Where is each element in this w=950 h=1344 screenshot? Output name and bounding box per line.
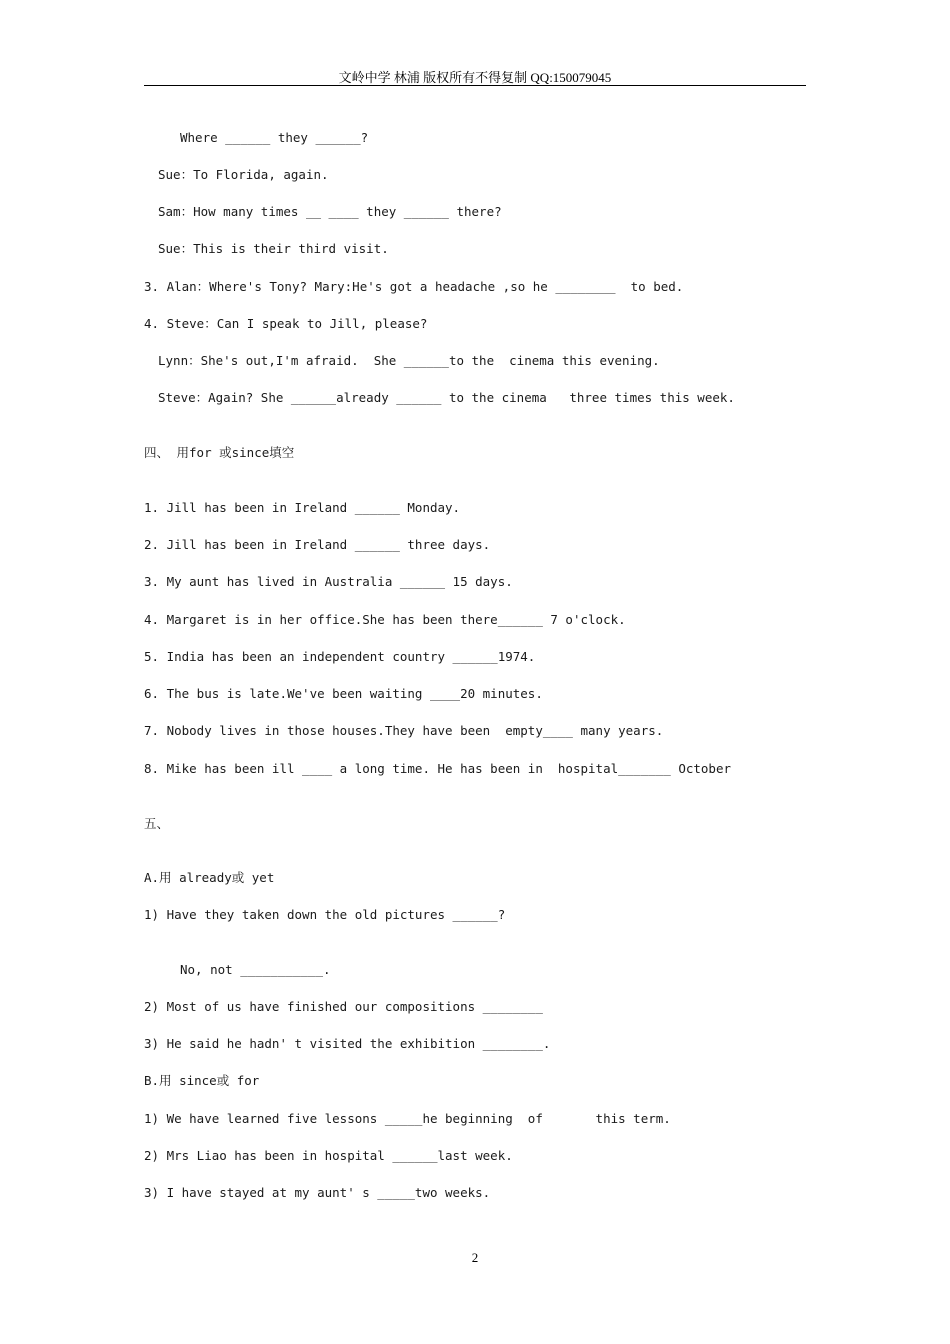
exercise-item: 1) Have they taken down the old pictures ______? xyxy=(144,907,506,922)
exercise-item: 4. Margaret is in her office.She has been there______ 7 o'clock. xyxy=(144,612,626,627)
exercise-item: 3. My aunt has lived in Australia ______ 15 days. xyxy=(144,574,513,589)
subsection-heading: B.用 since或 for xyxy=(144,1073,260,1088)
exercise-item: 1) We have learned five lessons _____he beginning of this term. xyxy=(144,1111,671,1126)
dialog-line: Sam：How many times __ ____ they ______ there? xyxy=(158,204,502,219)
section-heading: 四、 用for 或since填空 xyxy=(144,445,295,460)
exercise-item: 3. Alan：Where's Tony? Mary:He's got a headache ,so he ________ to bed. xyxy=(144,279,684,294)
exercise-item: 2. Jill has been in Ireland ______ three days. xyxy=(144,537,491,552)
section-heading: 五、 xyxy=(144,816,170,831)
exercise-item: 1. Jill has been in Ireland ______ Monday. xyxy=(144,500,461,515)
exercise-item: 3) He said he hadn' t visited the exhibition ________. xyxy=(144,1036,551,1051)
exercise-item: 5. India has been an independent country ______1974. xyxy=(144,649,536,664)
subsection-heading: A.用 already或 yet xyxy=(144,870,275,885)
exercise-item: 2) Mrs Liao has been in hospital ______last week. xyxy=(144,1148,513,1163)
dialog-line: Lynn：She's out,I'm afraid. She ______to the cinema this evening. xyxy=(158,353,660,368)
page-number: 2 xyxy=(471,1250,479,1265)
dialog-line: Where ______ they ______? xyxy=(180,130,369,145)
dialog-line: Steve：Again? She ______already ______ to the cinema three times this week. xyxy=(158,390,735,405)
exercise-item: 6. The bus is late.We've been waiting ____20 minutes. xyxy=(144,686,543,701)
dialog-line: Sue：To Florida, again. xyxy=(158,167,329,182)
exercise-item: 2) Most of us have finished our compositions ________ xyxy=(144,999,543,1014)
header-divider xyxy=(144,85,806,86)
exercise-item: 4. Steve：Can I speak to Jill, please? xyxy=(144,316,428,331)
exercise-item: 8. Mike has been ill ____ a long time. He has been in hospital_______ October xyxy=(144,761,731,776)
exercise-item: 7. Nobody lives in those houses.They have been empty____ many years. xyxy=(144,723,664,738)
page-header: 文岭中学 林浦 版权所有不得复制 QQ:150079045 xyxy=(338,70,612,85)
answer-line: No, not ___________. xyxy=(180,962,331,977)
exercise-item: 3) I have stayed at my aunt' s _____two weeks. xyxy=(144,1185,491,1200)
dialog-line: Sue：This is their third visit. xyxy=(158,241,389,256)
